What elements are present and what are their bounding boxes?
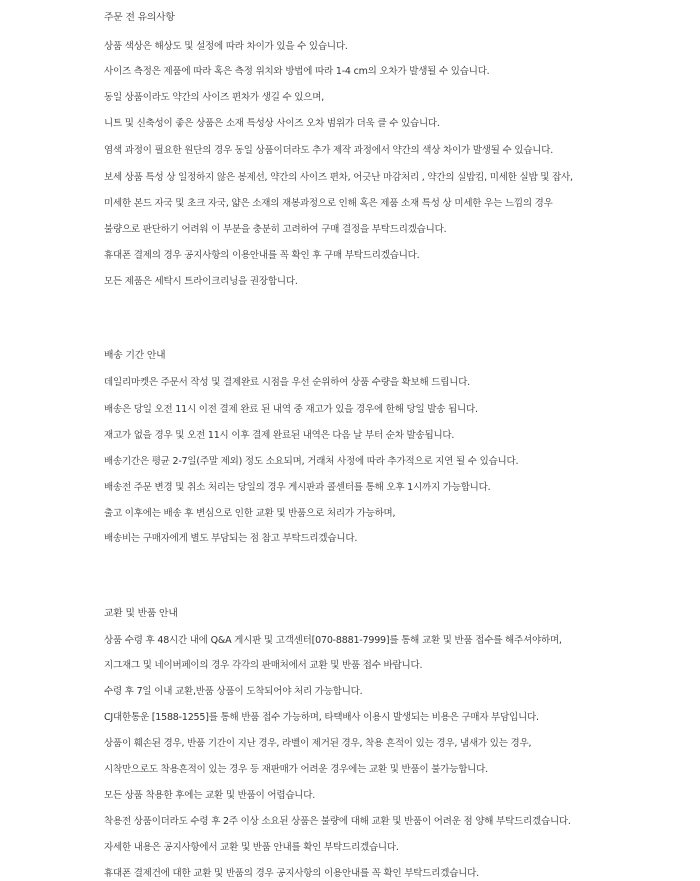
exchange-return-line: 수령 후 7일 이내 교환,반품 상품이 도착되어야 처리 가능합니다. (104, 686, 363, 697)
shipping-info-line: 재고가 없을 경우 및 오전 11시 이후 결제 완료된 내역은 다음 날 부터 순차 발송됩니다. (104, 430, 455, 441)
shipping-info-line: 배송전 주문 변경 및 취소 처리는 당일의 경우 게시판과 콜센터를 통해 오후 1시까지 가능합니다. (104, 482, 491, 493)
shipping-info-title: 배송 기간 안내 (104, 350, 166, 361)
exchange-return-line: 모든 상품 착용한 후에는 교환 및 반품이 어렵습니다. (104, 790, 316, 801)
order-notice-line: 염색 과정이 필요한 원단의 경우 동일 상품이더라도 추가 제작 과정에서 약간의 색상 차이가 발생될 수 있습니다. (104, 145, 554, 156)
exchange-return-line: 지그재그 및 네이버페이의 경우 각각의 판매처에서 교환 및 반품 접수 바랍니다. (104, 660, 423, 671)
exchange-return-line: 착용전 상품이더라도 수령 후 2주 이상 소요된 상품은 불량에 대해 교환 및 반품이 어려운 점 양해 부탁드리겠습니다. (104, 816, 571, 827)
order-notice-line: 동일 상품이라도 약간의 사이즈 편차가 생길 수 있으며, (104, 92, 325, 103)
order-notice-line: 미세한 본드 자국 및 초크 자국, 얇은 소재의 재봉과정으로 인해 혹은 제품 소재 특성 상 미세한 우는 느낌의 경우 (104, 198, 553, 209)
order-notice-line: 보세 상품 특성 상 일정하지 않은 봉제선, 약간의 사이즈 편차, 어긋난 마감처리 , 약간의 실밥킴, 미세한 실밥 및 잡사, (104, 172, 573, 183)
order-notice-line: 모든 제품은 세탁시 트라이크리닝을 권장합니다. (104, 276, 298, 287)
exchange-return-line: CJ대한통운 [1588-1255]를 통해 반품 접수 가능하며, 타택배사 이용시 발생되는 비용은 구매자 부담입니다. (104, 712, 539, 723)
order-notice-line: 휴대폰 결제의 경우 공지사항의 이용안내를 꼭 확인 후 구매 부탁드리겠습니다. (104, 250, 420, 261)
order-notice-line: 불량으로 판단하기 어려워 이 부분을 충분히 고려하여 구매 결정을 부탁드리겠습니다. (104, 224, 447, 235)
shipping-info-line: 데일리마켓은 주문서 작성 및 결제완료 시점을 우선 순위하여 상품 수량을 확보해 드립니다. (104, 377, 470, 388)
exchange-return-line: 휴대폰 결제건에 대한 교환 및 반품의 경우 공지사항의 이용안내를 꼭 확인 부탁드리겠습니다. (104, 868, 479, 879)
shipping-info-line: 출고 이후에는 배송 후 변심으로 인한 교환 및 반품으로 처리가 가능하며, (104, 508, 396, 519)
order-notice-line: 상품 색상은 해상도 및 설정에 따라 차이가 있을 수 있습니다. (104, 41, 348, 52)
exchange-return-title: 교환 및 반품 안내 (104, 608, 178, 619)
exchange-return-line: 자세한 내용은 공지사항에서 교환 및 반품 안내를 확인 부탁드리겠습니다. (104, 842, 399, 853)
shipping-info-line: 배송비는 구매자에게 별도 부담되는 점 참고 부탁드리겠습니다. (104, 533, 358, 544)
exchange-return-line: 상품이 훼손된 경우, 반품 기간이 지난 경우, 라벨이 제거된 경우, 착용 흔적이 있는 경우, 냄새가 있는 경우, (104, 738, 532, 749)
shipping-info-line: 배송은 당일 오전 11시 이전 결제 완료 된 내역 중 재고가 있을 경우에 한해 당일 발송 됩니다. (104, 404, 478, 415)
order-notice-line: 니트 및 신축성이 좋은 상품은 소재 특성상 사이즈 오차 범위가 더욱 클 수 있습니다. (104, 118, 440, 129)
order-notice-title: 주문 전 유의사항 (104, 12, 175, 23)
exchange-return-line: 시착만으로도 착용흔적이 있는 경우 등 재판매가 어려운 경우에는 교환 및 반품이 불가능합니다. (104, 764, 488, 775)
shipping-info-line: 배송기간은 평균 2-7일(주말 제외) 정도 소요되며, 거래처 사정에 따라 추가적으로 지연 될 수 있습니다. (104, 456, 519, 467)
exchange-return-line: 상품 수령 후 48시간 내에 Q&A 게시판 및 고객센터[070-8881-7999]를 통해 교환 및 반품 접수를 해주셔야하며, (104, 635, 562, 646)
order-notice-line: 사이즈 측정은 제품에 따라 혹은 측정 위치와 방법에 따라 1-4 cm의 오차가 발생될 수 있습니다. (104, 66, 490, 77)
